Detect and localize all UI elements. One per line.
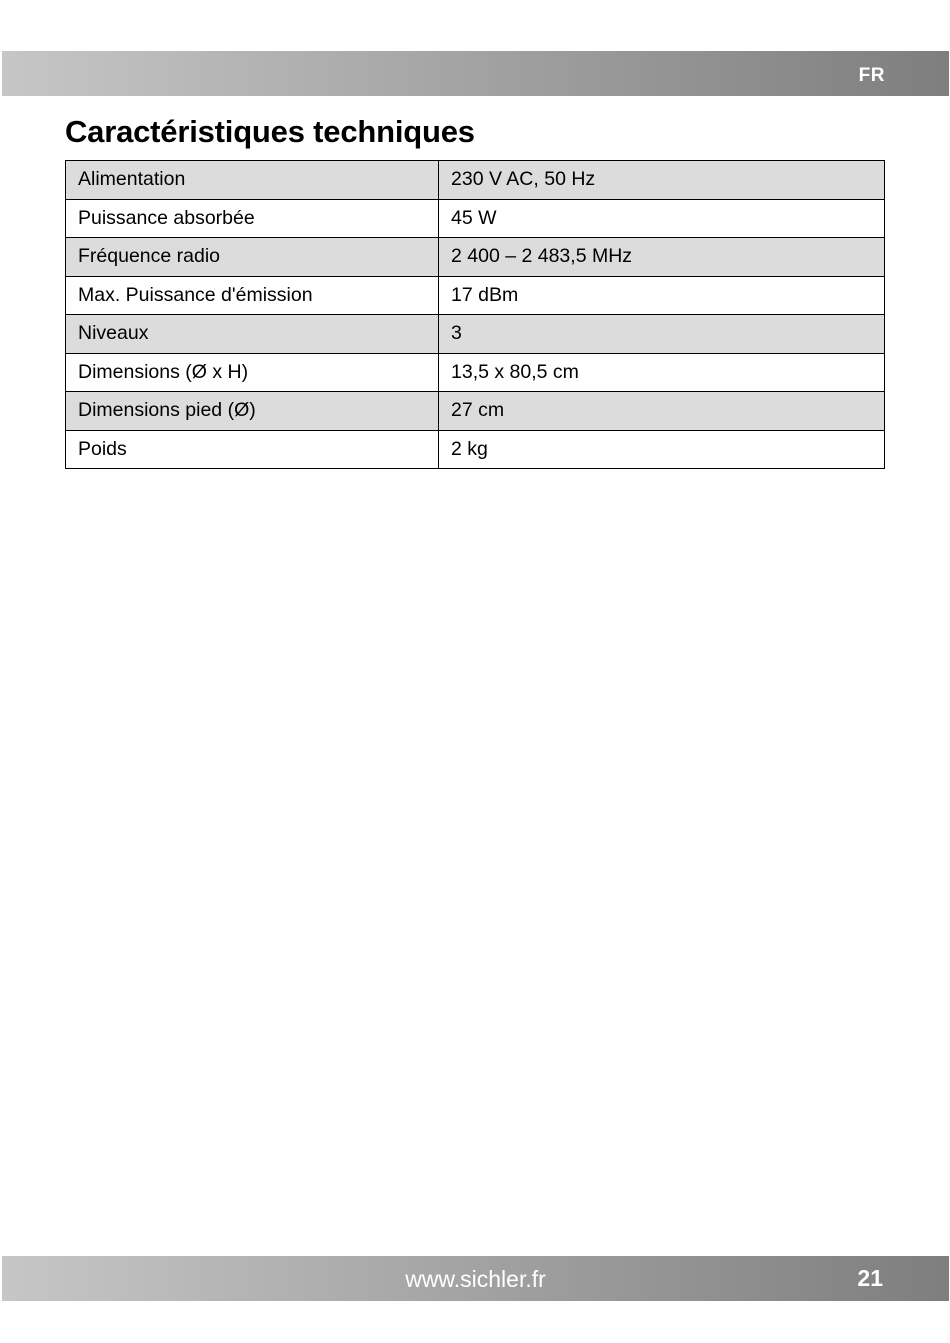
spec-value: 2 kg <box>439 430 885 469</box>
spec-value: 27 cm <box>439 392 885 431</box>
table-row <box>66 199 885 238</box>
footer-bar <box>2 1256 949 1301</box>
spec-value: 17 dBm <box>439 276 885 315</box>
spec-label: Puissance absorbée <box>66 199 439 238</box>
table-row <box>66 315 885 354</box>
table-row <box>66 353 885 392</box>
spec-value: 13,5 x 80,5 cm <box>439 353 885 392</box>
spec-label: Fréquence radio <box>66 238 439 277</box>
page-number: 21 <box>857 1265 883 1291</box>
header-bar <box>2 51 949 96</box>
spec-label: Dimensions (Ø x H) <box>66 353 439 392</box>
website-url: www.sichler.fr <box>405 1266 546 1292</box>
table-row <box>66 430 885 469</box>
spec-value: 3 <box>439 315 885 354</box>
spec-value: 230 V AC, 50 Hz <box>439 161 885 200</box>
table-row <box>66 161 885 200</box>
language-label: FR <box>858 65 885 86</box>
spec-label: Dimensions pied (Ø) <box>66 392 439 431</box>
table-row <box>66 238 885 277</box>
table-row <box>66 276 885 315</box>
spec-label: Alimentation <box>66 161 439 200</box>
spec-label: Max. Puissance d'émission <box>66 276 439 315</box>
spec-value: 2 400 – 2 483,5 MHz <box>439 238 885 277</box>
page-title: Caractéristiques techniques <box>65 114 475 149</box>
spec-value: 45 W <box>439 199 885 238</box>
table-row <box>66 392 885 431</box>
specifications-table <box>65 160 885 469</box>
spec-label: Poids <box>66 430 439 469</box>
spec-label: Niveaux <box>66 315 439 354</box>
